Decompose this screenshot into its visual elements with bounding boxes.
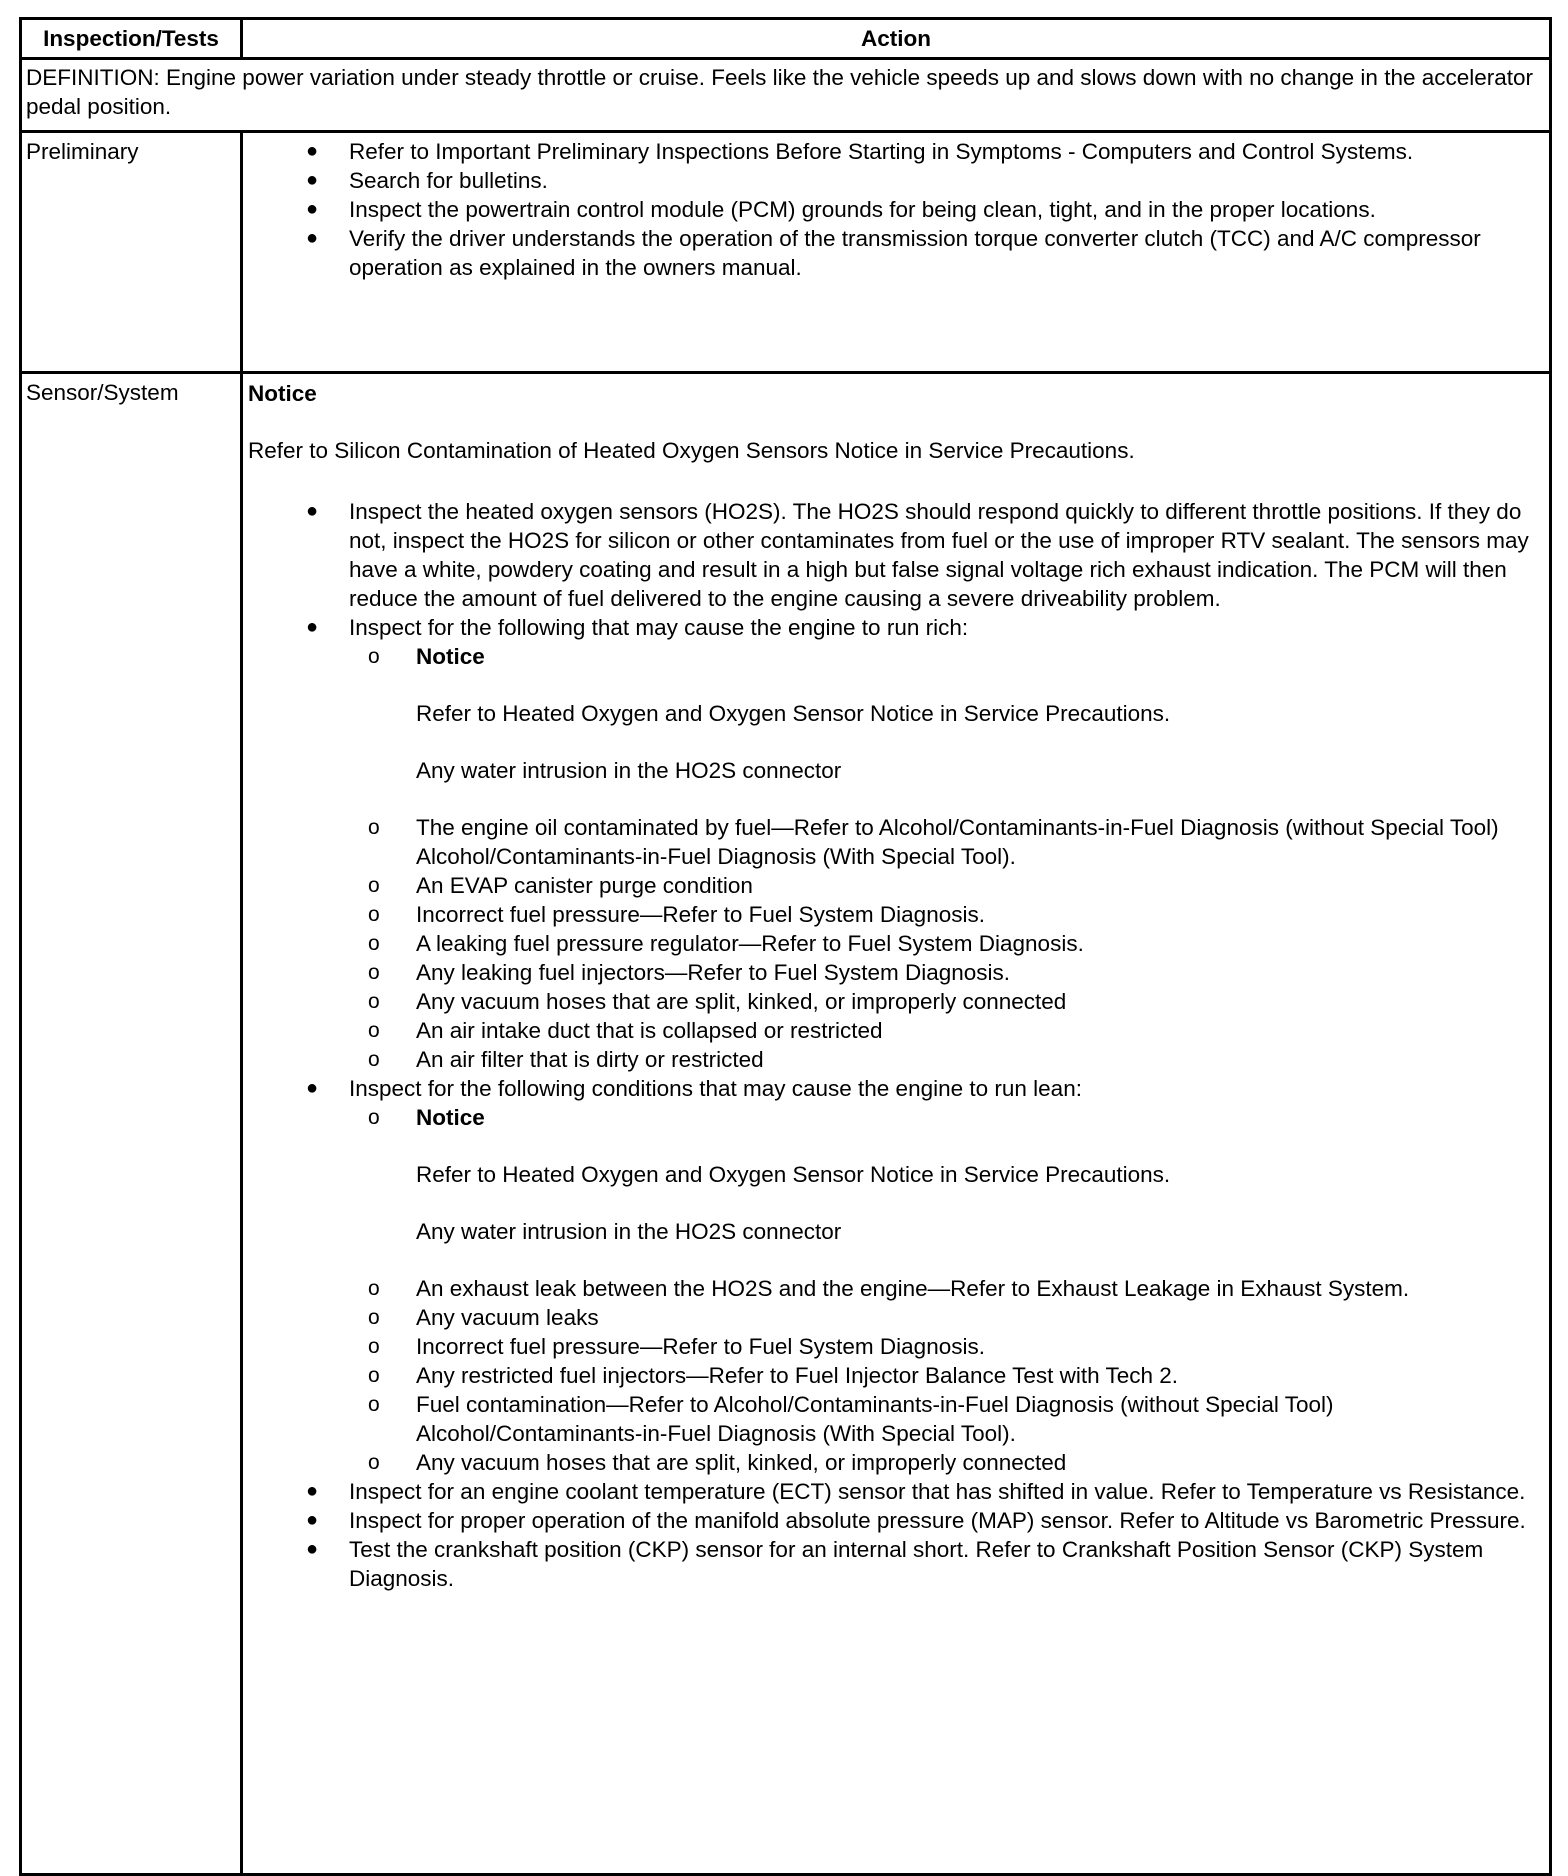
circle-bullet-icon: o bbox=[368, 903, 380, 926]
list-item-text: Any vacuum hoses that are split, kinked, or improperly connected bbox=[416, 1450, 1067, 1475]
circle-bullet-icon: o bbox=[368, 1306, 380, 1329]
list-item-text: Any restricted fuel injectors—Refer to Fuel Injector Balance Test with Tech 2. bbox=[416, 1363, 1179, 1388]
circle-bullet-icon: o bbox=[368, 961, 380, 984]
bullet-icon: ● bbox=[305, 500, 319, 522]
sensor-system-row bbox=[21, 373, 1551, 1875]
list-item bbox=[315, 900, 1543, 929]
list-item-text: Inspect for an engine coolant temperature (ECT) sensor that has shifted in value. Refer to Temperature vs Resistance. bbox=[349, 1479, 1526, 1504]
circle-bullet-icon: o bbox=[368, 1335, 380, 1358]
sensor-system-actions bbox=[242, 373, 1551, 1875]
bullet-icon: ● bbox=[305, 198, 319, 220]
sensor-list bbox=[248, 497, 1543, 642]
list-item bbox=[315, 813, 1543, 871]
list-item bbox=[248, 1477, 1543, 1506]
circle-bullet-icon: o bbox=[368, 1393, 380, 1416]
diagnostic-table bbox=[19, 17, 1552, 1876]
list-item-text: An EVAP canister purge condition bbox=[416, 873, 753, 898]
circle-bullet-icon: o bbox=[368, 990, 380, 1013]
water-intrusion-text: Any water intrusion in the HO2S connector bbox=[416, 1219, 842, 1244]
lean-list bbox=[248, 1074, 1543, 1103]
list-item-text: Test the crankshaft position (CKP) sensor for an internal short. Refer to Crankshaft Position Sensor (CKP) System Diagnosis. bbox=[349, 1537, 1484, 1591]
list-item bbox=[315, 1448, 1543, 1477]
list-item-text: A leaking fuel pressure regulator—Refer to Fuel System Diagnosis. bbox=[416, 931, 1084, 956]
list-item bbox=[248, 1535, 1543, 1593]
tail-list bbox=[248, 1477, 1543, 1593]
bullet-icon: ● bbox=[305, 140, 319, 162]
list-item bbox=[248, 497, 1543, 613]
preliminary-actions bbox=[242, 132, 1551, 373]
preliminary-label: Preliminary bbox=[21, 132, 242, 373]
circle-bullet-icon: o bbox=[368, 1364, 380, 1387]
list-item-text: Inspect the heated oxygen sensors (HO2S). The HO2S should respond quickly to different throttle positions. If they do not, inspect the HO2S for silicon or other contaminates from fuel or the use of improper RTV sealant. The sensors may have a white, powdery coating and result in a high but false signal voltage rich exhaust indication. The PCM will then reduce the amount of fuel delivered to the engine causing a severe driveability problem. bbox=[349, 499, 1529, 611]
list-item bbox=[315, 1332, 1543, 1361]
header-inspection-tests: Inspection/Tests bbox=[21, 19, 242, 59]
list-item-text: Inspect for the following that may cause the engine to run rich: bbox=[349, 615, 969, 640]
definition-text: DEFINITION: Engine power variation under steady throttle or cruise. Feels like the vehicle speeds up and slows down with no change in the accelerator pedal position. bbox=[21, 59, 1551, 132]
circle-bullet-icon: o bbox=[368, 645, 380, 668]
list-item-text: Any vacuum leaks bbox=[416, 1305, 599, 1330]
rich-notice-block bbox=[248, 642, 1543, 813]
lean-conditions-list bbox=[248, 1274, 1543, 1477]
list-item bbox=[315, 1016, 1543, 1045]
notice-heading: Notice bbox=[248, 381, 317, 406]
list-item bbox=[315, 1303, 1543, 1332]
list-item bbox=[315, 958, 1543, 987]
list-item-text: Fuel contamination—Refer to Alcohol/Contaminants-in-Fuel Diagnosis (without Special Tool) Alcohol/Contaminants-in-Fuel Diagnosis (With Special Tool). bbox=[416, 1392, 1334, 1446]
circle-bullet-icon: o bbox=[368, 874, 380, 897]
notice-heading: Notice bbox=[416, 1105, 485, 1130]
circle-bullet-icon: o bbox=[368, 1048, 380, 1071]
list-item-text: An exhaust leak between the HO2S and the engine—Refer to Exhaust Leakage in Exhaust System. bbox=[416, 1276, 1410, 1301]
circle-bullet-icon: o bbox=[368, 1277, 380, 1300]
header-row bbox=[21, 19, 1551, 59]
bullet-icon: ● bbox=[305, 169, 319, 191]
list-item-lean bbox=[248, 1074, 1543, 1103]
preliminary-row bbox=[21, 132, 1551, 373]
bullet-icon: ● bbox=[305, 1480, 319, 1502]
list-item bbox=[248, 195, 1543, 224]
list-item-text: An air intake duct that is collapsed or restricted bbox=[416, 1018, 883, 1043]
list-item-text: The engine oil contaminated by fuel—Refer to Alcohol/Contaminants-in-Fuel Diagnosis (without Special Tool) Alcohol/Contaminants-in-Fuel Diagnosis (With Special Tool). bbox=[416, 815, 1499, 869]
list-item bbox=[315, 987, 1543, 1016]
list-item-text: Any leaking fuel injectors—Refer to Fuel System Diagnosis. bbox=[416, 960, 1011, 985]
list-item bbox=[315, 871, 1543, 900]
notice-text: Refer to Heated Oxygen and Oxygen Sensor Notice in Service Precautions. bbox=[416, 1162, 1171, 1187]
list-item bbox=[248, 166, 1543, 195]
notice-text: Refer to Heated Oxygen and Oxygen Sensor Notice in Service Precautions. bbox=[416, 701, 1171, 726]
list-item bbox=[248, 224, 1543, 282]
circle-bullet-icon: o bbox=[368, 816, 380, 839]
circle-bullet-icon: o bbox=[368, 932, 380, 955]
bullet-icon: ● bbox=[305, 1509, 319, 1531]
list-item bbox=[315, 1274, 1543, 1303]
list-item-text: Inspect for the following conditions that may cause the engine to run lean: bbox=[349, 1076, 1082, 1101]
bullet-icon: ● bbox=[305, 1077, 319, 1099]
list-item bbox=[248, 1506, 1543, 1535]
list-item-text: Search for bulletins. bbox=[349, 168, 548, 193]
circle-bullet-icon: o bbox=[368, 1019, 380, 1042]
list-item bbox=[315, 1361, 1543, 1390]
list-item-text: Incorrect fuel pressure—Refer to Fuel System Diagnosis. bbox=[416, 902, 985, 927]
bullet-icon: ● bbox=[305, 227, 319, 249]
preliminary-list bbox=[248, 137, 1543, 282]
list-item-text: Any vacuum hoses that are split, kinked, or improperly connected bbox=[416, 989, 1067, 1014]
list-item bbox=[315, 929, 1543, 958]
definition-row bbox=[21, 59, 1551, 132]
circle-bullet-icon: o bbox=[368, 1106, 380, 1129]
notice-heading: Notice bbox=[416, 644, 485, 669]
list-item-text: An air filter that is dirty or restricted bbox=[416, 1047, 764, 1072]
bullet-icon: ● bbox=[305, 1538, 319, 1560]
notice-text: Refer to Silicon Contamination of Heated Oxygen Sensors Notice in Service Precautions. bbox=[248, 438, 1135, 463]
lean-notice-block bbox=[248, 1103, 1543, 1274]
rich-conditions-list bbox=[248, 813, 1543, 1074]
list-item-text: Verify the driver understands the operation of the transmission torque converter clutch (TCC) and A/C compressor operation as explained in the owners manual. bbox=[349, 226, 1481, 280]
list-item bbox=[315, 1045, 1543, 1074]
water-intrusion-text: Any water intrusion in the HO2S connector bbox=[416, 758, 842, 783]
circle-bullet-icon: o bbox=[368, 1451, 380, 1474]
list-item bbox=[315, 1390, 1543, 1448]
list-item-rich bbox=[248, 613, 1543, 642]
list-item-text: Incorrect fuel pressure—Refer to Fuel System Diagnosis. bbox=[416, 1334, 985, 1359]
list-item-text: Refer to Important Preliminary Inspections Before Starting in Symptoms - Computers and Control Systems. bbox=[349, 139, 1414, 164]
header-action: Action bbox=[242, 19, 1551, 59]
list-item bbox=[248, 137, 1543, 166]
list-item-text: Inspect the powertrain control module (PCM) grounds for being clean, tight, and in the proper locations. bbox=[349, 197, 1376, 222]
sensor-system-label: Sensor/System bbox=[21, 373, 242, 1875]
bullet-icon: ● bbox=[305, 616, 319, 638]
list-item-text: Inspect for proper operation of the manifold absolute pressure (MAP) sensor. Refer to Altitude vs Barometric Pressure. bbox=[349, 1508, 1526, 1533]
